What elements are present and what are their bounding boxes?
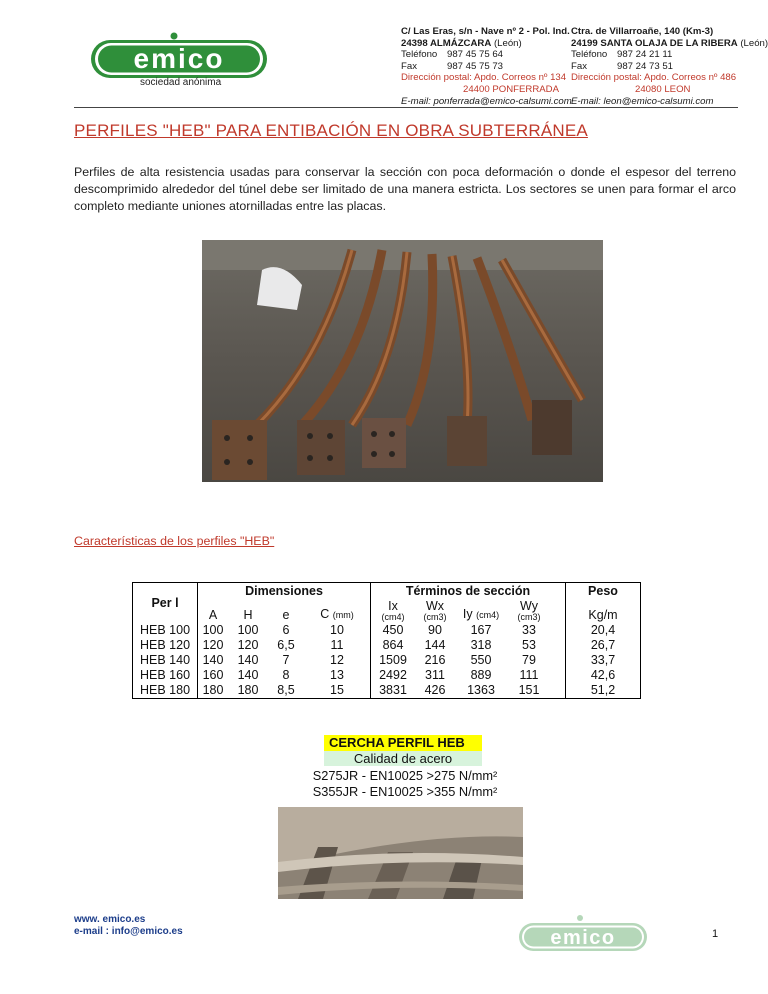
page-title: PERFILES "HEB" PARA ENTIBACIÓN EN OBRA SUBTERRÁNEA <box>74 121 588 140</box>
cell-spacer <box>551 653 566 668</box>
cell-e: 6 <box>282 623 290 637</box>
footer-contact <box>74 914 183 938</box>
cell-iy: 550 <box>470 653 492 667</box>
cell-h: 100 <box>237 623 259 637</box>
table-row <box>133 653 641 668</box>
steel-grade-s275: S275JR - EN10025 >275 N/mm² <box>312 768 498 783</box>
cell-c: 11 <box>304 638 371 653</box>
cell-e: 8 <box>282 668 290 682</box>
table-row <box>133 683 641 699</box>
cell-c: 13 <box>304 668 371 683</box>
address-street: C/ Las Eras, s/n - Nave nº 2 - Pol. Ind. <box>401 26 570 37</box>
cell-ix: 2492 <box>371 668 416 683</box>
footer-logo <box>518 913 648 961</box>
address-phone: Teléfono 987 45 75 64 <box>401 49 504 61</box>
cell-a: 140 <box>198 653 229 668</box>
cell-ix: 3831 <box>371 683 416 699</box>
footer-email[interactable]: e-mail : info@emico.es <box>74 926 183 937</box>
section-title: Características de los perfiles "HEB" <box>74 534 275 548</box>
cell-wy: 111 <box>519 668 539 682</box>
cell-c: 12 <box>304 653 371 668</box>
col-wx: Wx (cm3) <box>423 599 447 622</box>
address-city: 24199 SANTA OLAJA DE LA RIBERA (León) <box>571 37 768 49</box>
cell-wy: 151 <box>507 683 551 699</box>
cell-c: 10 <box>304 623 371 638</box>
cell-ix: 864 <box>371 638 416 653</box>
address-phone: Teléfono 987 24 21 11 <box>571 49 673 61</box>
header-terminos: Términos de sección <box>371 583 566 600</box>
table-row <box>133 668 641 683</box>
svg-text:emico: emico <box>550 927 616 949</box>
address-fax: Fax 987 45 75 73 <box>401 60 504 72</box>
logo-subtitle: sociedad anónima <box>140 77 222 88</box>
cell-perfil: HEB 120 <box>133 638 198 653</box>
header-perfil: Per l <box>133 583 198 624</box>
cell-perfil: HEB 180 <box>133 683 198 699</box>
cell-wy: 79 <box>522 653 536 667</box>
cell-ix: 450 <box>371 623 416 638</box>
col-h: H <box>243 608 253 622</box>
cell-iy: 167 <box>470 623 492 637</box>
table-row <box>133 638 641 653</box>
cercha-title: CERCHA PERFIL HEB <box>324 735 482 751</box>
cell-wx: 216 <box>424 653 446 667</box>
address-postal: Dirección postal: Apdo. Correos nº 486 <box>571 72 737 84</box>
heb-specs-table <box>132 582 641 699</box>
address-postal: Dirección postal: Apdo. Correos nº 134 <box>401 72 567 84</box>
cell-wx: 426 <box>415 683 455 699</box>
cell-perfil: HEB 160 <box>133 668 198 683</box>
address-postal-city: 24400 PONFERRADA <box>463 83 559 95</box>
cell-a: 160 <box>198 668 229 683</box>
cell-perfil: HEB 140 <box>133 653 198 668</box>
cell-e: 6,5 <box>277 638 295 652</box>
cell-e: 7 <box>282 653 290 667</box>
cell-peso: 42,6 <box>566 668 641 683</box>
cell-spacer <box>551 623 566 638</box>
cell-peso: 20,4 <box>566 623 641 638</box>
col-peso: Kg/m <box>566 599 641 623</box>
intro-paragraph: Perfiles de alta resistencia usadas para conservar la sección con poca deformación o donde el espesor del terreno descomprimido alrededor del túnel debe ser limitado de una manera estricta. Los sectores se unen para formar el arco completo mediante uniones atornilladas entre las placas. <box>74 165 736 213</box>
cell-perfil: HEB 100 <box>133 623 198 638</box>
address-leon <box>571 26 768 107</box>
cell-a: 100 <box>198 623 229 638</box>
page-number: 1 <box>712 928 719 940</box>
cell-h: 140 <box>237 653 259 667</box>
cell-wx: 90 <box>428 623 442 637</box>
cell-ix: 1509 <box>371 653 416 668</box>
heb-arches-photo <box>202 240 603 482</box>
col-iy: Iy (cm4) <box>462 607 500 621</box>
address-postal-city: 24080 LEON <box>635 83 691 95</box>
cell-a: 120 <box>198 638 229 653</box>
table-row <box>133 623 641 638</box>
cell-wy: 33 <box>522 623 536 637</box>
cell-wy: 53 <box>522 638 536 652</box>
cell-a: 180 <box>198 683 229 699</box>
cell-spacer <box>551 638 566 653</box>
cell-peso: 26,7 <box>566 638 641 653</box>
col-c: C (mm) <box>304 599 371 623</box>
cell-wx: 311 <box>425 668 445 682</box>
cell-peso: 33,7 <box>566 653 641 668</box>
header-peso: Peso <box>566 583 641 600</box>
address-email[interactable]: E-mail: leon@emico-calsumi.com <box>571 95 714 107</box>
col-e: e <box>282 608 290 622</box>
cell-peso: 51,2 <box>566 683 641 699</box>
footer-website[interactable]: www. emico.es <box>74 914 146 925</box>
header-dimensiones: Dimensiones <box>198 583 371 600</box>
cell-c: 15 <box>304 683 371 699</box>
address-email[interactable]: E-mail: ponferrada@emico-calsumi.com <box>401 95 572 107</box>
steel-grade-s355: S355JR - EN10025 >355 N/mm² <box>312 784 498 799</box>
col-spacer <box>551 599 566 623</box>
cell-h: 140 <box>237 668 259 682</box>
heb-beams-photo <box>278 807 523 899</box>
cell-h: 120 <box>237 638 259 652</box>
col-a: A <box>198 599 229 623</box>
address-ponferrada <box>401 26 572 107</box>
header-divider <box>74 107 738 108</box>
cell-iy: 1363 <box>455 683 507 699</box>
cell-e: 8,5 <box>268 683 304 699</box>
cell-spacer <box>551 683 566 699</box>
col-ix: Ix (cm4) <box>371 599 416 623</box>
cell-h: 180 <box>228 683 268 699</box>
steel-quality-label: Calidad de acero <box>324 751 482 766</box>
cell-iy: 889 <box>470 668 492 682</box>
cell-iy: 318 <box>470 638 492 652</box>
address-fax: Fax 987 24 73 51 <box>571 60 674 72</box>
cell-wx: 144 <box>424 638 446 652</box>
cell-spacer <box>551 668 566 683</box>
address-city: 24398 ALMÁZCARA (León) <box>401 37 522 49</box>
col-wy: Wy (cm3) <box>517 599 541 622</box>
svg-text:emico: emico <box>133 43 225 74</box>
address-street: Ctra. de Villarroañe, 140 (Km-3) <box>571 26 714 37</box>
